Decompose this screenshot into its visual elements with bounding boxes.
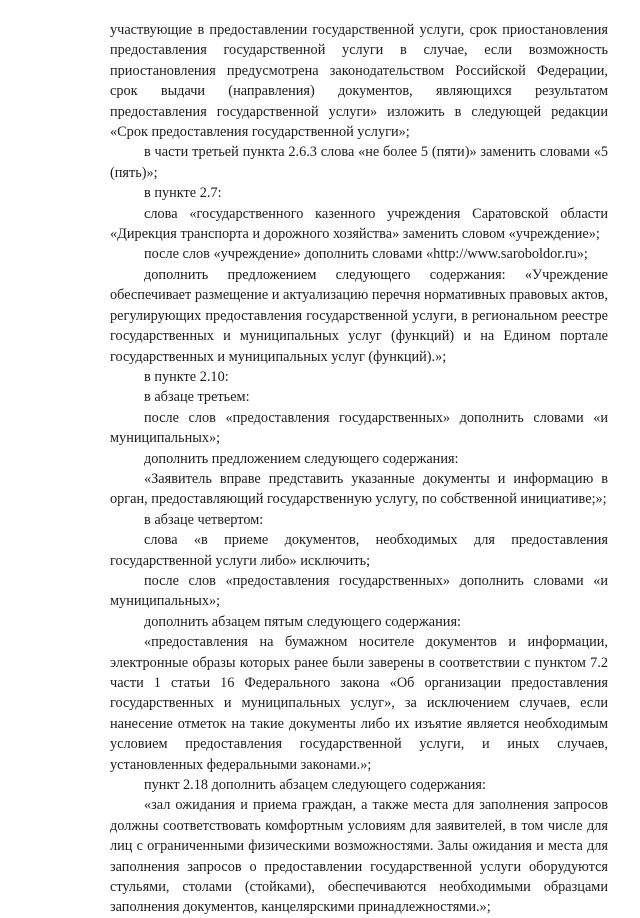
paragraph: в пункте 2.7: — [144, 185, 222, 202]
paragraph: «Заявитель вправе представить указанные документы и информацию в орган, предоставляющий государственную услугу, по собственной инициативе;»; — [110, 470, 608, 508]
paragraph: «зал ожидания и приема граждан, а также места для заполнения запросов должны соответствовать комфортным условиям для заявителей, в том числе для лиц с ограниченными физическими возможностями. Залы ожидания и места для заполнения запросов о предоставлении государственной услуги оборудуются стульями, столами (стойками), обеспечиваются необходимыми образцами заполнения документов, канцелярскими принадлежностями.»; — [110, 797, 608, 916]
document-body — [110, 20, 608, 918]
paragraph: слова «государственного казенного учреждения Саратовской области «Дирекция транспорта и дорожного хозяйства» заменить словом «учреждение»; — [110, 205, 608, 243]
paragraph: дополнить абзацем пятым следующего содержания: — [144, 613, 461, 630]
paragraph: дополнить предложением следующего содержания: — [144, 450, 459, 467]
paragraph: после слов «предоставления государственных» дополнить словами «и муниципальных»; — [110, 409, 608, 447]
paragraph: в абзаце третьем: — [144, 389, 250, 406]
paragraph: после слов «учреждение» дополнить словами «http://www.saroboldor.ru»; — [144, 246, 588, 263]
paragraph: «предоставления на бумажном носителе документов и информации, электронные образы которых ранее были заверены в соответствии с пунктом 7.2 части 1 статьи 16 Федерального закона «Об организации предоставления государственных и муниципальных услуг», за исключением случаев, если нанесение отметок на такие документы либо их изъятие является необходимым условием предоставления государственной услуги, и иных случаев, установленных федеральными законами.»; — [110, 634, 608, 773]
paragraph: после слов «предоставления государственных» дополнить словами «и муниципальных»; — [110, 572, 608, 610]
paragraph: в пункте 2.10: — [144, 368, 229, 385]
paragraph: дополнить предложением следующего содержания: «Учреждение обеспечивает размещение и актуализацию перечня нормативных правовых актов, регулирующих предоставления государственной услуги, в региональном реестре государственных и муниципальных услуг (функций) и на Едином портале государственных и муниципальных услуг (функций).»; — [110, 266, 608, 365]
paragraph: слова «в приеме документов, необходимых для предоставления государственной услуги либо» исключить; — [110, 532, 608, 569]
paragraph: в части третьей пункта 2.6.3 слова «не более 5 (пяти)» заменить словами «5 (пять)»; — [110, 144, 608, 181]
paragraph: в абзаце четвертом: — [144, 511, 264, 528]
paragraph: участвующие в предоставлении государственной услуги, срок приостановления предоставления государственной услуги в случае, если возможность приостановления предусмотрена законодательством Российской Федерации, срок выдачи (направления) документов, являющихся результатом предоставления государственной услуги» изложить в следующей редакции «Срок предоставления государственной услуги»; — [110, 22, 608, 141]
paragraph: пункт 2.18 дополнить абзацем следующего содержания: — [144, 777, 486, 794]
